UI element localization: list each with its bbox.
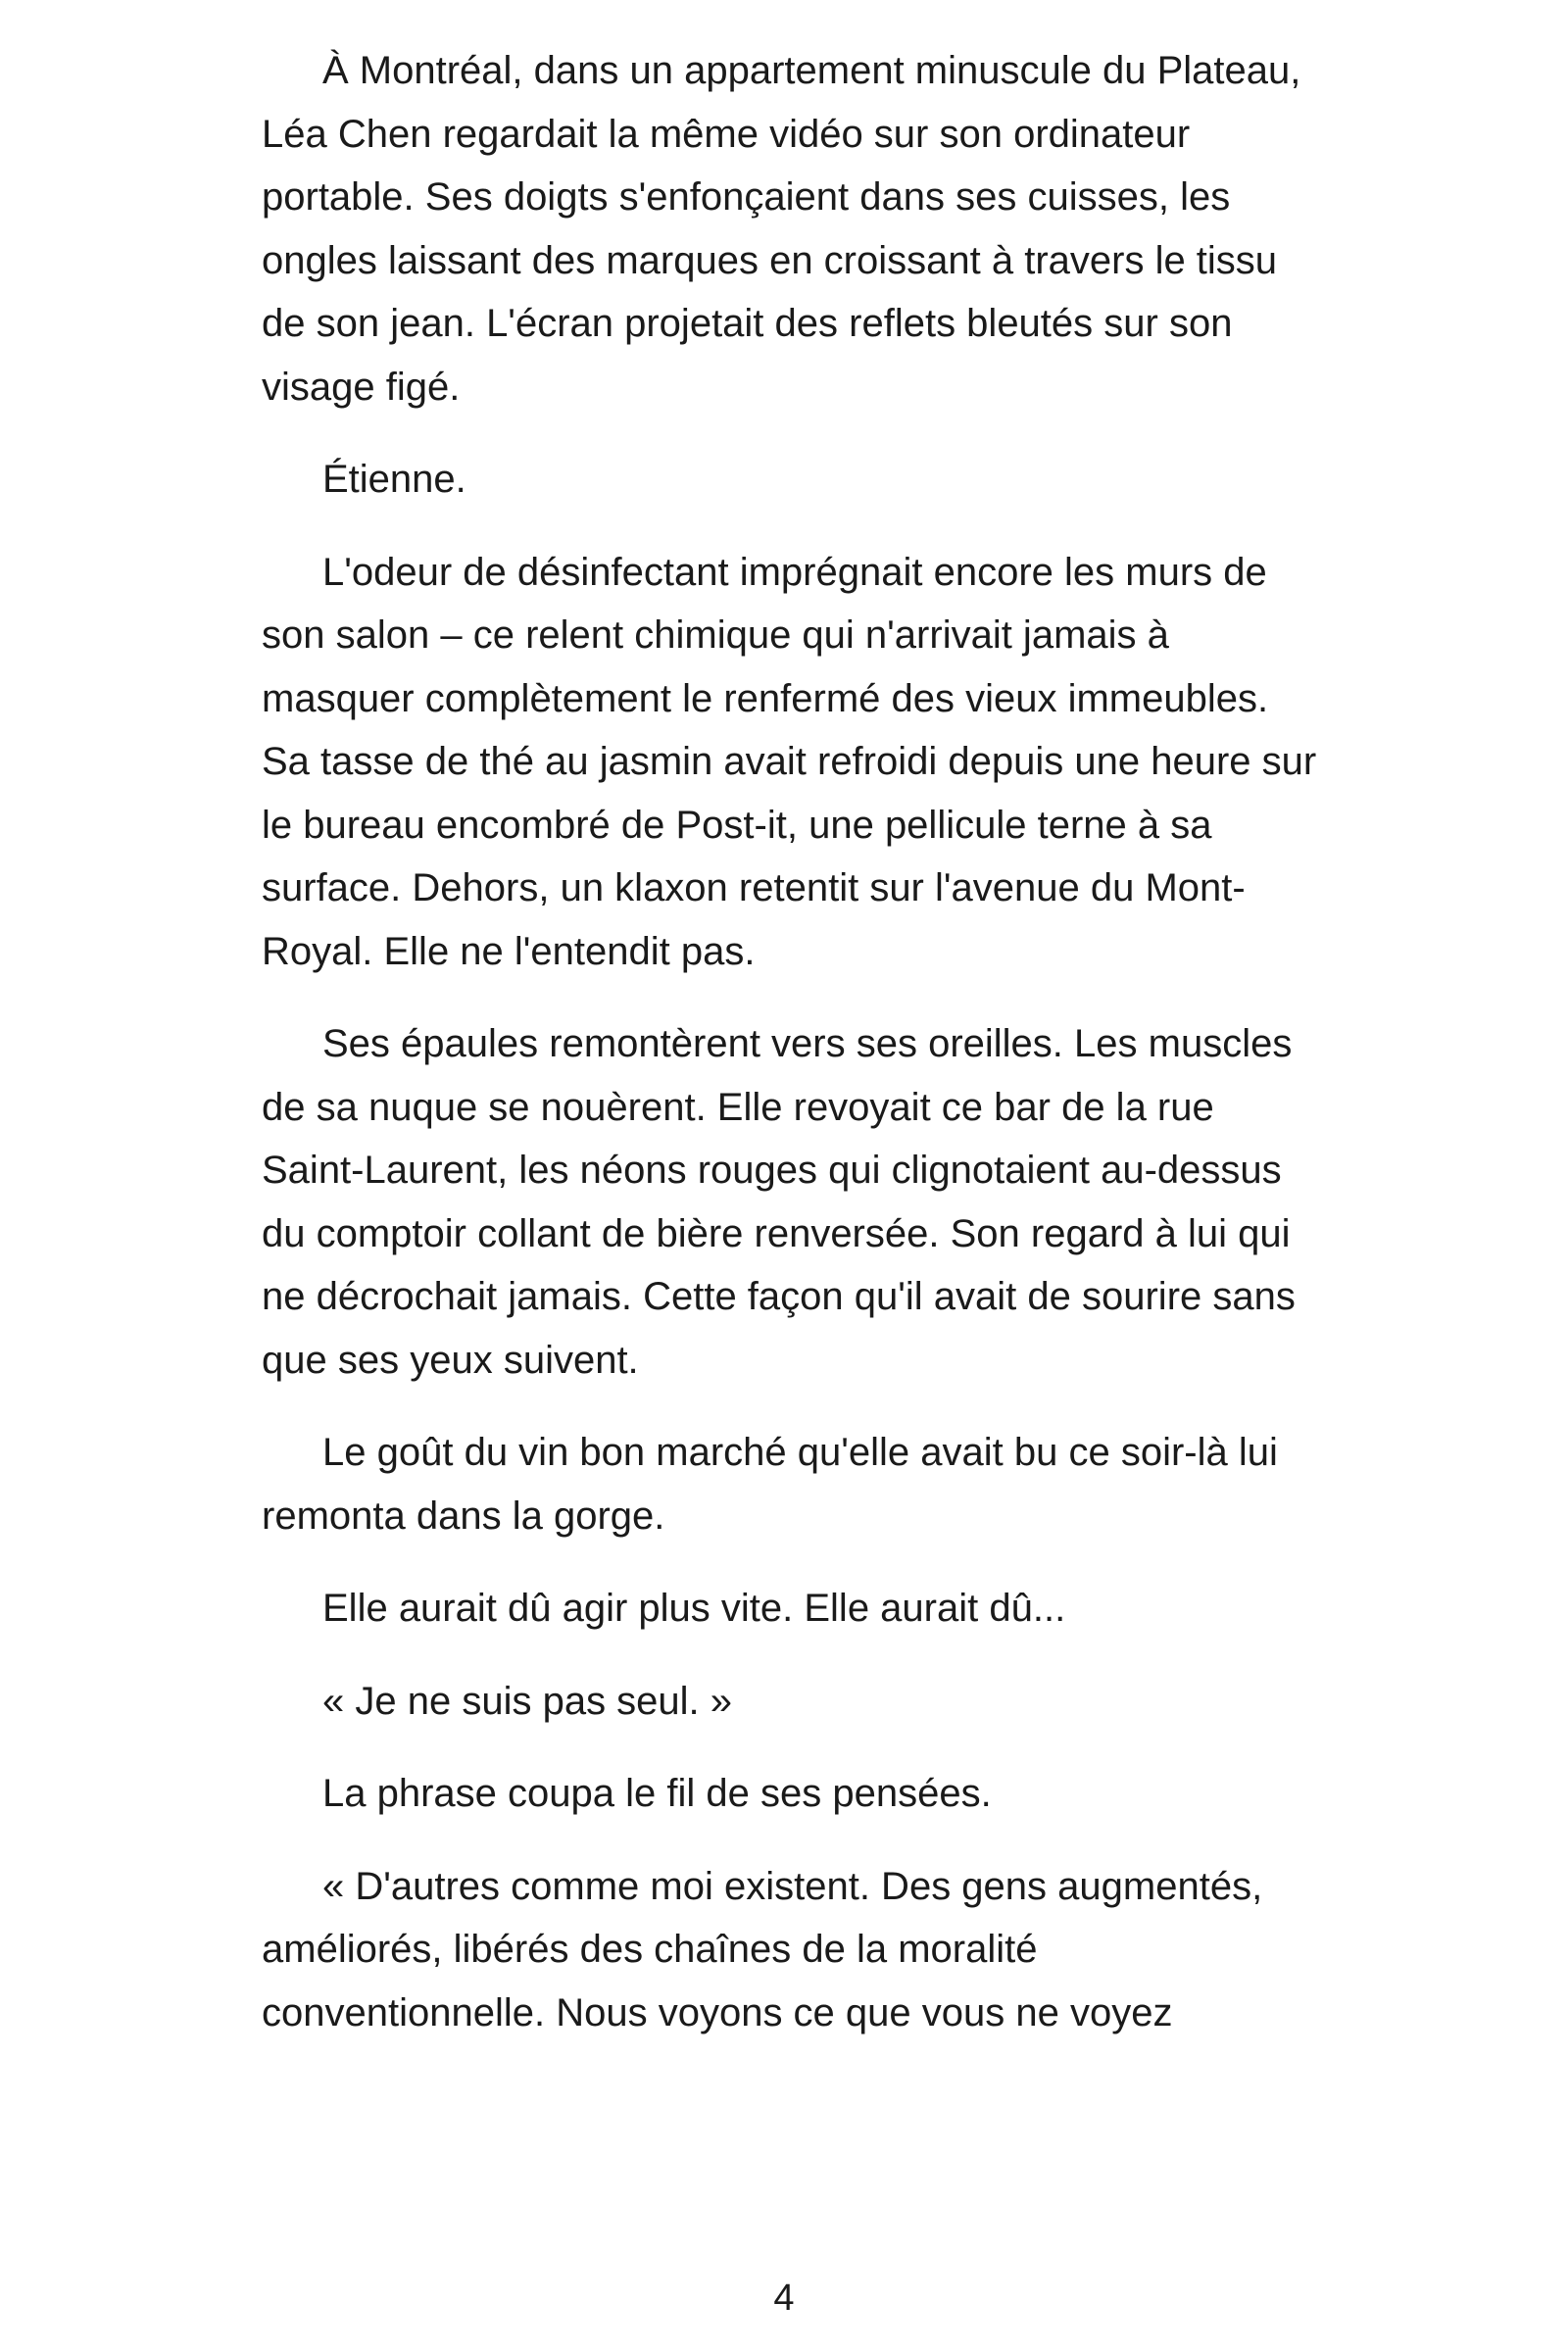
paragraph: Ses épaules remontèrent vers ses oreilles. Les muscles de sa nuque se nouèrent. Elle revoyait ce bar de la rue Saint-Laurent, les néons rouges qui clignotaient au-dessus du comptoir collant de bière renversée. Son regard à lui qui ne décrochait jamais. Cette façon qu'il avait de sourire sans que ses yeux suivent. bbox=[262, 1022, 1296, 1382]
paragraph: Le goût du vin bon marché qu'elle avait bu ce soir-là lui remonta dans la gorge. bbox=[262, 1431, 1278, 1538]
paragraph: L'odeur de désinfectant imprégnait encore les murs de son salon – ce relent chimique qui n'arrivait jamais à masquer complètement le renfermé des vieux immeubles. Sa tasse de thé au jasmin avait refroidi depuis une heure sur le bureau encombré de Post-it, une pellicule terne à sa surface. Dehors, un klaxon retentit sur l'avenue du Mont-Royal. Elle ne l'entendit pas. bbox=[262, 550, 1317, 973]
body-text bbox=[262, 39, 1325, 2074]
paragraph: « Je ne suis pas seul. » bbox=[322, 1679, 733, 1723]
paragraph: La phrase coupa le fil de ses pensées. bbox=[322, 1772, 992, 1815]
paragraph: À Montréal, dans un appartement minuscule du Plateau, Léa Chen regardait la même vidéo sur son ordinateur portable. Ses doigts s'enfonçaient dans ses cuisses, les ongles laissant des marques en croissant à travers le tissu de son jean. L'écran projetait des reflets bleutés sur son visage figé. bbox=[262, 49, 1301, 409]
page-number: 4 bbox=[773, 2278, 795, 2319]
paragraph: Elle aurait dû agir plus vite. Elle aurait dû... bbox=[322, 1587, 1066, 1630]
paragraph: Étienne. bbox=[322, 458, 466, 501]
paragraph: « D'autres comme moi existent. Des gens augmentés, améliorés, libérés des chaînes de la moralité conventionnelle. Nous voyons ce que vous ne voyez bbox=[262, 1864, 1263, 2034]
